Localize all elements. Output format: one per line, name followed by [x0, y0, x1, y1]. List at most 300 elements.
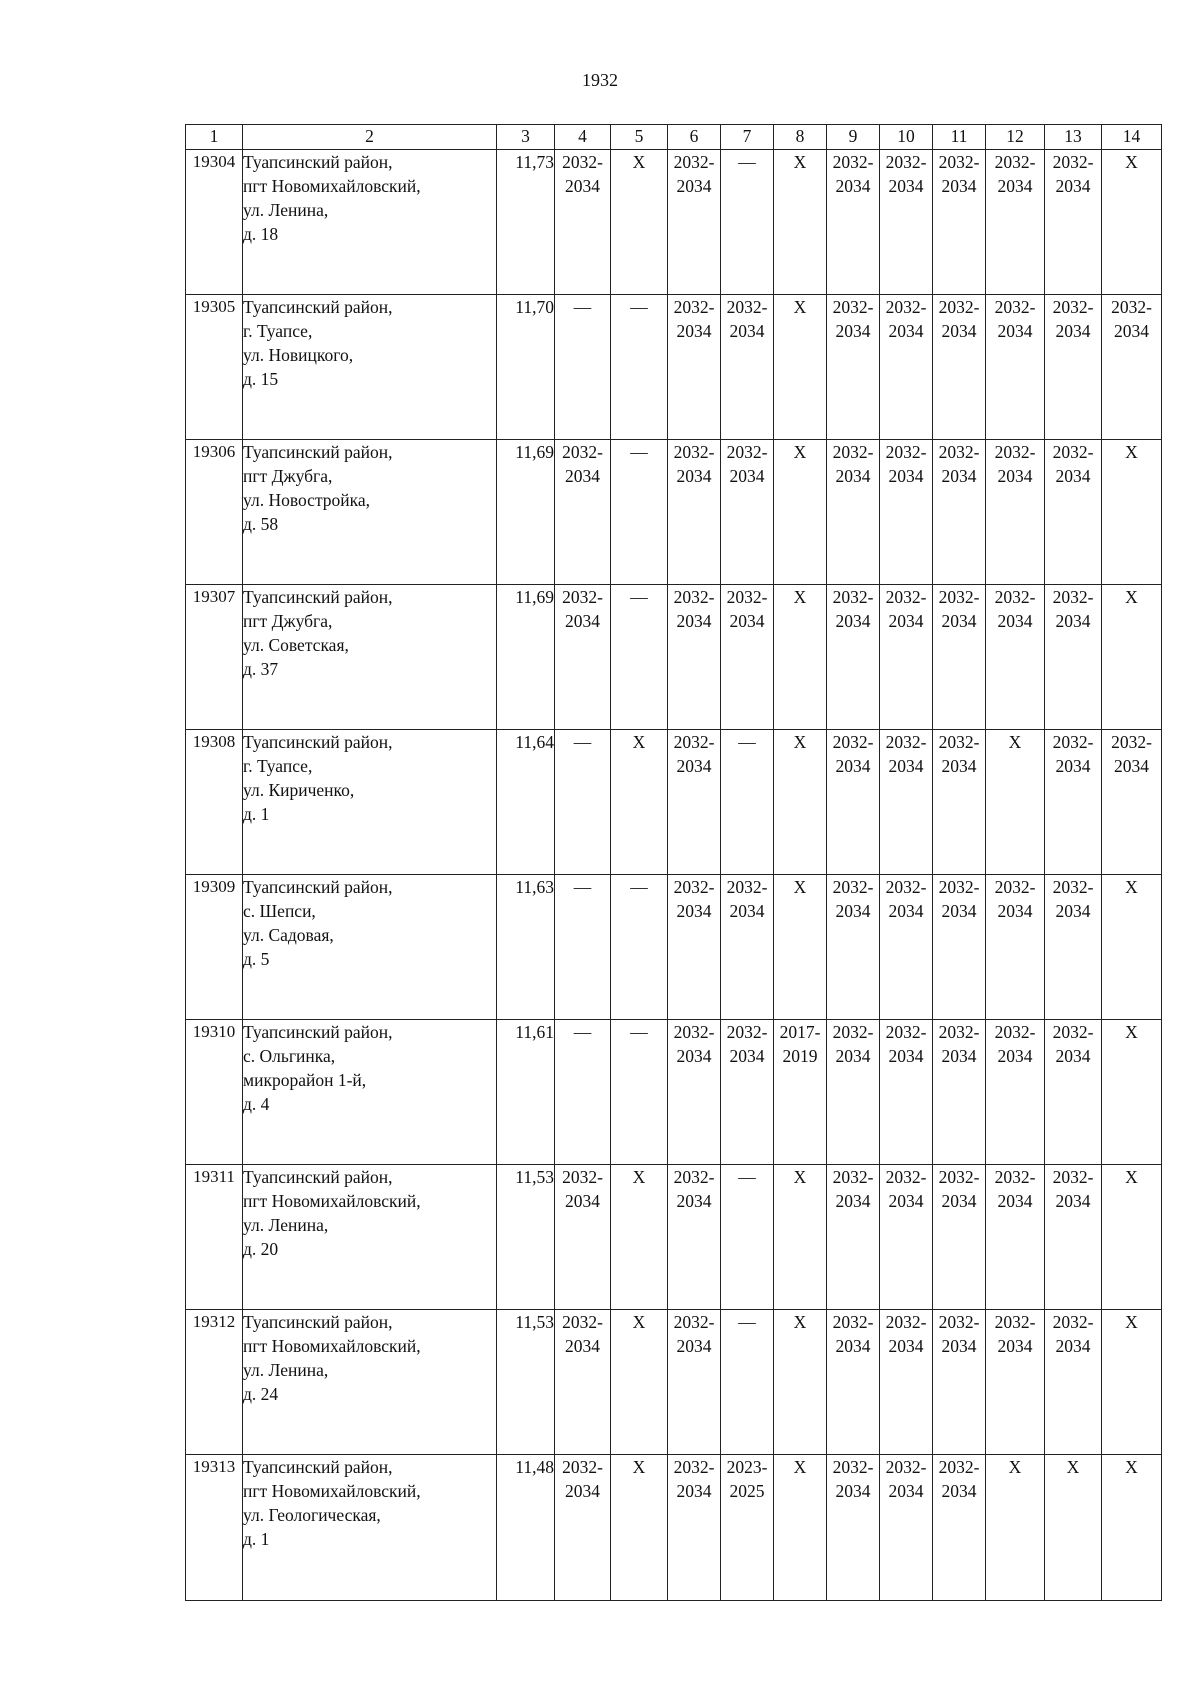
period-value: 2032- — [1052, 1167, 1094, 1187]
page-number: 1932 — [582, 70, 618, 90]
address-cell — [243, 1455, 497, 1601]
column-number-cell: 8 — [774, 125, 827, 150]
period-cell — [774, 295, 827, 440]
period-value: 2025 — [729, 1481, 765, 1501]
period-value: 2032- — [938, 1022, 980, 1042]
period-cell — [774, 730, 827, 875]
period-value: 2034 — [997, 611, 1033, 631]
address-line: ул. Советская, — [243, 635, 349, 655]
column-number-cell: 13 — [1045, 125, 1102, 150]
period-value: 2034 — [1055, 176, 1091, 196]
period-value: 2032- — [885, 1167, 927, 1187]
period-value: 2034 — [888, 756, 924, 776]
period-cell — [1102, 150, 1162, 295]
period-value: 2032- — [562, 1312, 603, 1332]
period-value: 2032- — [832, 587, 874, 607]
address-line: пгт Новомихайловский, — [243, 1336, 421, 1356]
period-cell — [1045, 585, 1102, 730]
period-cell — [668, 1020, 721, 1165]
period-value: 2034 — [835, 321, 871, 341]
period-value: 2032- — [726, 1022, 768, 1042]
period-cell — [611, 1310, 668, 1455]
period-value: 2032- — [726, 297, 768, 317]
period-cell — [880, 875, 933, 1020]
period-value: 2034 — [888, 1481, 924, 1501]
period-cell — [933, 295, 986, 440]
period-cell — [721, 1310, 774, 1455]
period-cell — [555, 730, 611, 875]
address-line: д. 58 — [243, 514, 279, 534]
address-line: д. 1 — [243, 1529, 270, 1549]
column-number-cell: 11 — [933, 125, 986, 150]
area-cell: 11,53 — [497, 1310, 555, 1455]
period-value: 2034 — [676, 176, 712, 196]
period-value: 2032- — [994, 442, 1036, 462]
period-cell — [1045, 730, 1102, 875]
address-line: Туапсинский район, — [243, 297, 393, 317]
period-value: 2032- — [832, 152, 874, 172]
period-value: 2032- — [1052, 297, 1094, 317]
period-cell — [880, 1165, 933, 1310]
area-cell: 11,61 — [497, 1020, 555, 1165]
address-cell — [243, 150, 497, 295]
address-line: с. Шепси, — [243, 901, 316, 921]
period-value: 2032- — [1052, 1312, 1094, 1332]
period-value: 2032- — [938, 1167, 980, 1187]
period-value: 2032- — [832, 442, 874, 462]
period-value: 2032- — [673, 877, 715, 897]
period-value: 2032- — [994, 297, 1036, 317]
period-value: 2032- — [885, 877, 927, 897]
period-value: — — [573, 732, 592, 752]
period-value: 2034 — [997, 1191, 1033, 1211]
period-value: 2032- — [938, 152, 980, 172]
address-line: Туапсинский район, — [243, 1022, 393, 1042]
period-value: X — [1125, 587, 1138, 607]
address-line: г. Туапсе, — [243, 321, 313, 341]
address-line: ул. Новицкого, — [243, 345, 354, 365]
period-value: X — [632, 1312, 646, 1332]
period-value: 2034 — [676, 1336, 712, 1356]
period-cell — [827, 1310, 880, 1455]
period-value: 2019 — [782, 1046, 818, 1066]
period-cell — [611, 585, 668, 730]
period-value: 2032- — [562, 1167, 603, 1187]
area-cell: 11,53 — [497, 1165, 555, 1310]
table-row — [186, 875, 1162, 1020]
period-cell — [986, 730, 1045, 875]
period-value: 2034 — [941, 466, 977, 486]
column-number-cell: 5 — [611, 125, 668, 150]
period-value: 2032- — [885, 297, 927, 317]
period-value: X — [1125, 1022, 1138, 1042]
period-value: 2032- — [885, 152, 927, 172]
period-cell — [1102, 585, 1162, 730]
period-cell — [986, 440, 1045, 585]
address-line: д. 20 — [243, 1239, 279, 1259]
period-value: 2032- — [832, 1167, 874, 1187]
period-value: — — [630, 297, 648, 317]
period-cell — [880, 295, 933, 440]
period-value: 2034 — [835, 466, 871, 486]
period-value: — — [630, 877, 648, 897]
table-row — [186, 150, 1162, 295]
table-row — [186, 440, 1162, 585]
period-value: 2034 — [888, 466, 924, 486]
period-value: 2034 — [835, 1336, 871, 1356]
period-value: X — [793, 152, 807, 172]
period-cell — [668, 440, 721, 585]
table-row — [186, 1455, 1162, 1601]
period-value: 2032- — [1111, 732, 1152, 752]
period-value: 2032- — [832, 297, 874, 317]
period-value: — — [738, 732, 756, 752]
address-line: Туапсинский район, — [243, 877, 393, 897]
period-value: X — [793, 732, 807, 752]
period-cell — [1045, 1455, 1102, 1601]
period-cell — [880, 1455, 933, 1601]
period-value: 2032- — [726, 587, 768, 607]
period-value: 2034 — [997, 1046, 1033, 1066]
period-cell — [668, 585, 721, 730]
area-cell: 11,64 — [497, 730, 555, 875]
period-value: X — [632, 1457, 646, 1477]
period-value: 2032- — [562, 152, 603, 172]
period-value: 2032- — [726, 442, 768, 462]
table-row — [186, 1165, 1162, 1310]
period-cell — [774, 1020, 827, 1165]
period-cell — [933, 1165, 986, 1310]
area-cell: 11,70 — [497, 295, 555, 440]
period-value: — — [573, 1022, 592, 1042]
period-cell — [933, 585, 986, 730]
period-value: 2034 — [835, 611, 871, 631]
period-value: 2034 — [888, 176, 924, 196]
address-line: пгт Джубга, — [243, 466, 333, 486]
period-value: 2032- — [673, 442, 715, 462]
period-value: X — [1125, 1167, 1138, 1187]
period-cell — [611, 1165, 668, 1310]
address-line: пгт Джубга, — [243, 611, 333, 631]
period-value: 2034 — [565, 466, 600, 486]
period-value: X — [793, 877, 807, 897]
column-number-cell: 3 — [497, 125, 555, 150]
column-number-cell: 1 — [186, 125, 243, 150]
period-value: 2032- — [938, 1312, 980, 1332]
period-cell — [555, 875, 611, 1020]
address-cell — [243, 1020, 497, 1165]
period-cell — [827, 730, 880, 875]
period-cell — [1102, 1165, 1162, 1310]
period-value: X — [793, 1167, 807, 1187]
period-value: 2032- — [562, 442, 603, 462]
area-cell: 11,73 — [497, 150, 555, 295]
period-cell — [827, 1455, 880, 1601]
period-cell — [611, 875, 668, 1020]
address-cell — [243, 295, 497, 440]
period-cell — [827, 295, 880, 440]
address-line: Туапсинский район, — [243, 1457, 393, 1477]
record-number-cell: 19307 — [186, 585, 243, 730]
period-cell — [1045, 440, 1102, 585]
address-cell — [243, 1310, 497, 1455]
period-cell — [1045, 875, 1102, 1020]
period-value: 2032- — [885, 732, 927, 752]
period-cell — [986, 1020, 1045, 1165]
address-line: Туапсинский район, — [243, 1167, 393, 1187]
period-value: 2034 — [729, 466, 765, 486]
period-cell — [611, 1020, 668, 1165]
period-value: 2034 — [729, 611, 765, 631]
period-value: 2034 — [888, 901, 924, 921]
period-value: 2032- — [938, 587, 980, 607]
period-value: 2032- — [832, 732, 874, 752]
period-value: 2032- — [673, 1167, 715, 1187]
housing-register-table — [185, 124, 1162, 1601]
period-value: 2034 — [676, 466, 712, 486]
column-number-cell: 7 — [721, 125, 774, 150]
period-cell — [668, 1310, 721, 1455]
period-cell — [611, 730, 668, 875]
address-line: д. 4 — [243, 1094, 270, 1114]
period-value: X — [1125, 1312, 1138, 1332]
period-value: 2034 — [941, 321, 977, 341]
period-value: — — [630, 442, 648, 462]
period-cell — [721, 295, 774, 440]
period-value: 2034 — [1055, 1336, 1091, 1356]
address-line: ул. Ленина, — [243, 200, 329, 220]
period-cell — [1102, 730, 1162, 875]
period-cell — [827, 1020, 880, 1165]
table-row — [186, 1310, 1162, 1455]
period-value: 2032- — [562, 587, 603, 607]
period-value: 2034 — [676, 1481, 712, 1501]
period-cell — [555, 1310, 611, 1455]
period-cell — [880, 730, 933, 875]
period-cell — [668, 150, 721, 295]
period-cell — [774, 150, 827, 295]
address-line: ул. Садовая, — [243, 925, 334, 945]
period-cell — [555, 1455, 611, 1601]
address-line: с. Ольгинка, — [243, 1046, 336, 1066]
period-cell — [933, 150, 986, 295]
period-value: 2034 — [1055, 756, 1091, 776]
period-cell — [827, 440, 880, 585]
period-cell — [986, 1310, 1045, 1455]
record-number-cell: 19306 — [186, 440, 243, 585]
period-cell — [1045, 150, 1102, 295]
record-number-cell: 19312 — [186, 1310, 243, 1455]
period-cell — [721, 1020, 774, 1165]
period-cell — [555, 1165, 611, 1310]
period-value: — — [573, 877, 592, 897]
period-cell — [986, 1455, 1045, 1601]
period-cell — [880, 585, 933, 730]
period-cell — [721, 730, 774, 875]
period-value: 2034 — [997, 321, 1033, 341]
period-cell — [611, 440, 668, 585]
period-value: 2034 — [835, 1481, 871, 1501]
period-value: 2034 — [835, 901, 871, 921]
period-cell — [1045, 1020, 1102, 1165]
period-value: 2023- — [726, 1457, 768, 1477]
period-value: 2032- — [1052, 442, 1094, 462]
period-value: X — [1066, 1457, 1080, 1477]
column-number-cell: 14 — [1102, 125, 1162, 150]
period-value: 2032- — [994, 1022, 1036, 1042]
period-value: 2032- — [994, 1167, 1036, 1187]
table-row — [186, 730, 1162, 875]
period-value: — — [738, 1167, 756, 1187]
period-cell — [1102, 1310, 1162, 1455]
period-value: X — [1125, 877, 1138, 897]
period-cell — [721, 150, 774, 295]
period-cell — [774, 1165, 827, 1310]
period-cell — [1102, 1455, 1162, 1601]
period-value: 2034 — [729, 321, 765, 341]
period-cell — [668, 1455, 721, 1601]
address-line: г. Туапсе, — [243, 756, 313, 776]
period-value: 2034 — [941, 901, 977, 921]
address-line: микрорайон 1-й, — [243, 1070, 367, 1090]
period-cell — [668, 295, 721, 440]
address-line: д. 15 — [243, 369, 279, 389]
period-value: 2032- — [1052, 877, 1094, 897]
address-line: д. 37 — [243, 659, 279, 679]
period-value: 2032- — [726, 877, 768, 897]
period-value: — — [738, 152, 756, 172]
period-value: X — [1125, 152, 1138, 172]
period-value: 2032- — [673, 587, 715, 607]
period-value: 2034 — [941, 176, 977, 196]
table-row — [186, 295, 1162, 440]
period-value: 2034 — [565, 611, 600, 631]
period-cell — [986, 295, 1045, 440]
area-cell: 11,63 — [497, 875, 555, 1020]
period-cell — [774, 585, 827, 730]
address-line: пгт Новомихайловский, — [243, 1191, 421, 1211]
table-row — [186, 1020, 1162, 1165]
period-value: 2032- — [673, 732, 715, 752]
period-value: 2032- — [938, 297, 980, 317]
period-value: 2034 — [941, 1046, 977, 1066]
address-line: д. 5 — [243, 949, 270, 969]
period-value: 2034 — [1055, 466, 1091, 486]
record-number-cell: 19310 — [186, 1020, 243, 1165]
period-cell — [774, 1455, 827, 1601]
period-value: X — [793, 587, 807, 607]
address-line: д. 24 — [243, 1384, 279, 1404]
period-value: — — [630, 587, 648, 607]
period-value: 2034 — [888, 321, 924, 341]
period-value: 2032- — [1052, 732, 1094, 752]
period-cell — [986, 585, 1045, 730]
period-value: 2032- — [938, 877, 980, 897]
period-value: X — [793, 297, 807, 317]
period-value: 2034 — [1055, 901, 1091, 921]
period-cell — [1102, 1020, 1162, 1165]
period-value: 2034 — [835, 1191, 871, 1211]
period-value: 2034 — [1114, 756, 1149, 776]
period-value: 2034 — [941, 1336, 977, 1356]
period-cell — [880, 1310, 933, 1455]
period-value: — — [573, 297, 592, 317]
period-cell — [721, 585, 774, 730]
period-cell — [721, 875, 774, 1020]
record-number-cell: 19311 — [186, 1165, 243, 1310]
period-value: X — [632, 1167, 646, 1187]
period-value: 2034 — [565, 1191, 600, 1211]
period-value: 2034 — [941, 1481, 977, 1501]
address-line: д. 18 — [243, 224, 279, 244]
period-value: X — [1008, 732, 1022, 752]
period-value: 2034 — [729, 901, 765, 921]
period-cell — [555, 1020, 611, 1165]
period-value: 2032- — [994, 1312, 1036, 1332]
period-value: 2032- — [832, 877, 874, 897]
period-value: 2034 — [676, 756, 712, 776]
period-value: 2034 — [888, 611, 924, 631]
period-cell — [721, 1455, 774, 1601]
column-number-cell: 10 — [880, 125, 933, 150]
address-line: Туапсинский район, — [243, 152, 393, 172]
period-value: 2034 — [835, 1046, 871, 1066]
period-cell — [555, 585, 611, 730]
address-cell — [243, 585, 497, 730]
period-value: X — [1008, 1457, 1022, 1477]
period-cell — [1102, 440, 1162, 585]
period-cell — [555, 440, 611, 585]
period-cell — [611, 150, 668, 295]
period-cell — [1045, 295, 1102, 440]
period-value: 2034 — [997, 1336, 1033, 1356]
period-cell — [555, 295, 611, 440]
column-number-cell: 9 — [827, 125, 880, 150]
period-cell — [827, 585, 880, 730]
address-line: Туапсинский район, — [243, 732, 393, 752]
period-value: 2034 — [676, 321, 712, 341]
period-value: 2032- — [1052, 1022, 1094, 1042]
period-value: 2032- — [885, 587, 927, 607]
period-value: 2034 — [676, 1046, 712, 1066]
period-value: 2032- — [673, 1312, 715, 1332]
period-value: 2032- — [885, 1022, 927, 1042]
address-cell — [243, 440, 497, 585]
period-cell — [933, 1310, 986, 1455]
address-cell — [243, 875, 497, 1020]
period-cell — [611, 295, 668, 440]
period-value: 2032- — [832, 1457, 874, 1477]
period-value: 2034 — [997, 901, 1033, 921]
address-cell — [243, 730, 497, 875]
record-number-cell: 19308 — [186, 730, 243, 875]
address-line: ул. Геологическая, — [243, 1505, 381, 1525]
record-number-cell: 19305 — [186, 295, 243, 440]
period-value: 2034 — [835, 176, 871, 196]
period-value: 2032- — [673, 297, 715, 317]
address-line: пгт Новомихайловский, — [243, 176, 421, 196]
period-cell — [555, 150, 611, 295]
period-value: 2032- — [1052, 587, 1094, 607]
period-cell — [1045, 1165, 1102, 1310]
period-value: 2032- — [1052, 152, 1094, 172]
address-line: ул. Новостройка, — [243, 490, 371, 510]
area-cell: 11,69 — [497, 585, 555, 730]
period-value: X — [793, 442, 807, 462]
period-value: X — [632, 152, 646, 172]
period-cell — [986, 150, 1045, 295]
period-value: — — [738, 1312, 756, 1332]
